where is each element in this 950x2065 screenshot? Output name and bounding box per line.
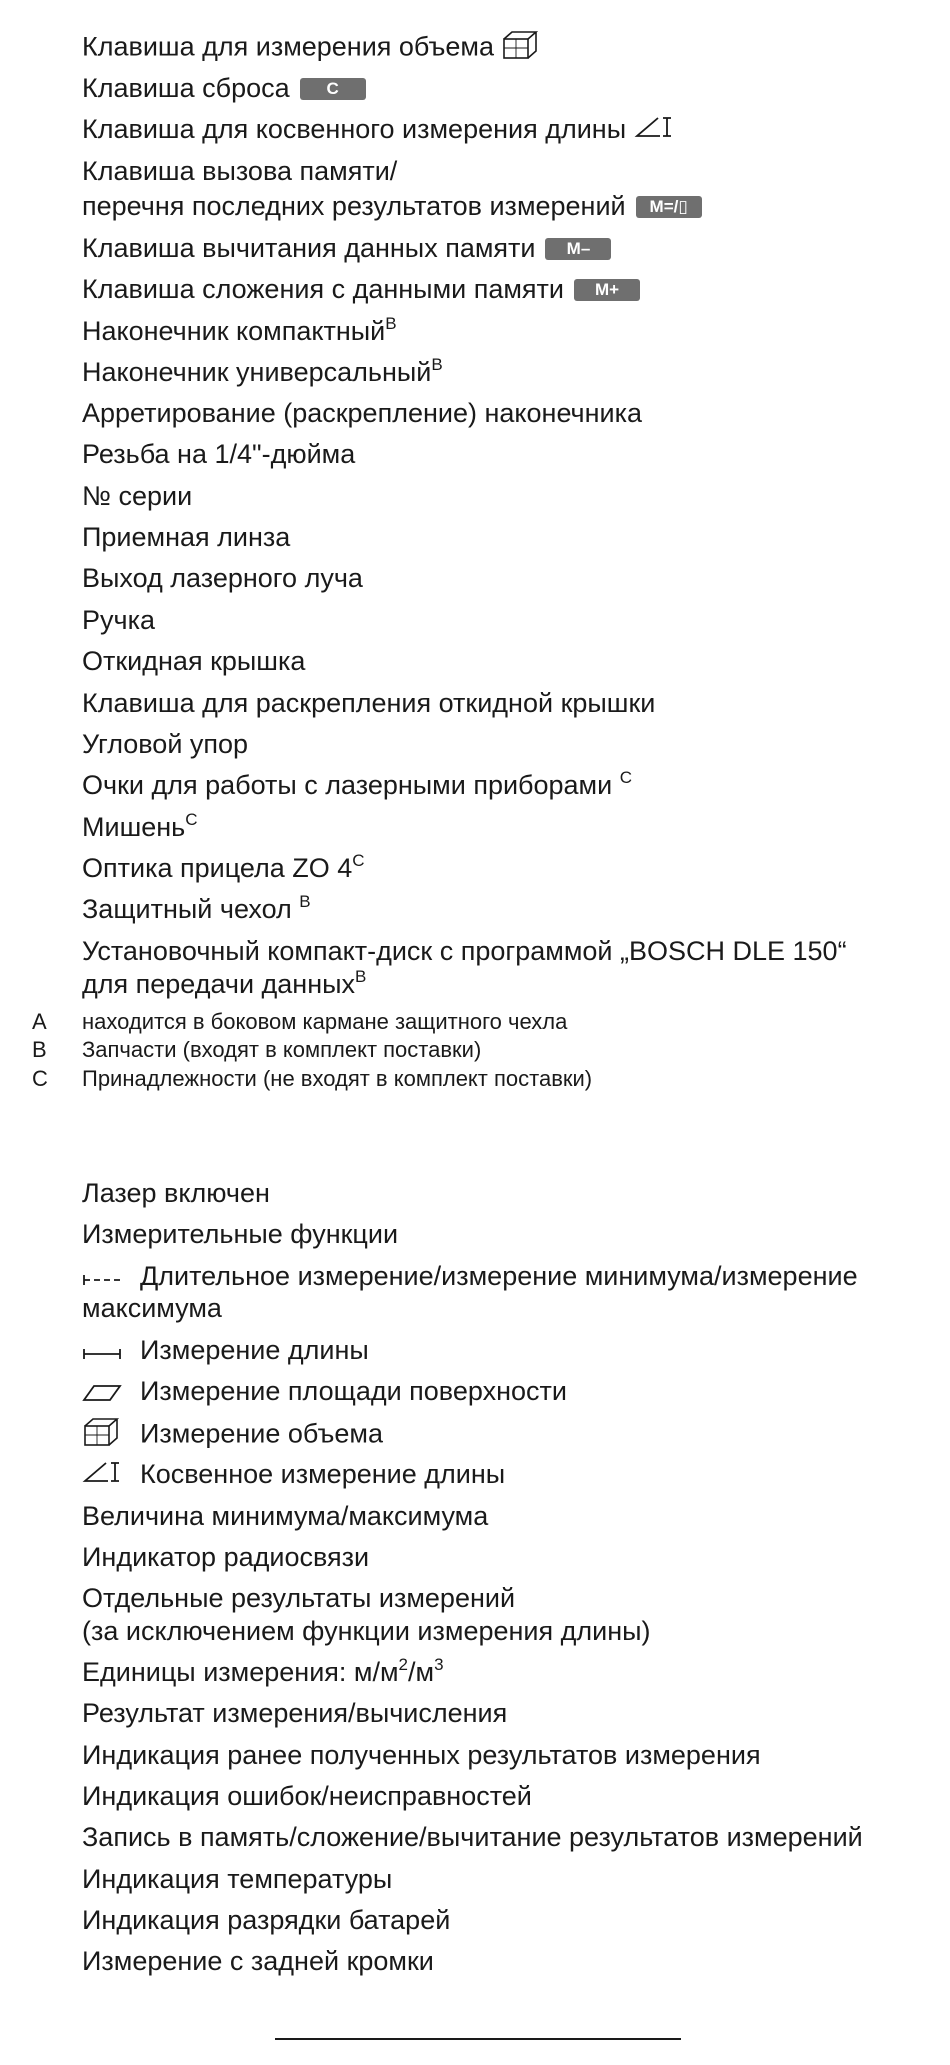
footnote-text: находится в боковом кармане защитного чехла xyxy=(82,1009,568,1034)
display-item: максимума xyxy=(82,1293,222,1323)
memory-recall-key-icon: M=/▯ xyxy=(636,196,702,218)
list-item: Наконечник компактный$^B$ xyxy=(82,314,397,346)
volume-icon xyxy=(82,1417,140,1454)
display-item: Отдельные результаты измерений xyxy=(82,1583,516,1613)
list-item: перечня последних результатов измерений M=/▯ xyxy=(82,190,702,222)
display-item: Индикатор радиосвязи xyxy=(82,1542,370,1572)
list-item: Установочный компакт-диск с программой „BOSCH DLE 150“ xyxy=(82,936,847,966)
display-item: Лазер включен xyxy=(82,1178,270,1208)
footnote-letter: B xyxy=(32,1037,47,1062)
display-item: Величина минимума/максимума xyxy=(82,1501,489,1531)
list-item: Мишень$^C$ xyxy=(82,810,198,842)
list-item: Клавиша сложения с данными памяти M+ xyxy=(82,273,640,305)
list-item: Клавиша для косвенного измерения длины xyxy=(82,113,672,147)
bottom-divider xyxy=(275,2038,681,2040)
area-icon xyxy=(82,1377,140,1409)
display-item: Индикация разрядки батарей xyxy=(82,1905,451,1935)
list-item: Оптика прицела ZO $4^C$ xyxy=(82,851,365,883)
display-item: Измерение объема xyxy=(82,1417,383,1454)
memory-plus-key-icon: M+ xyxy=(574,279,640,301)
continuous-measure-icon xyxy=(82,1262,140,1294)
footnote-letter: A xyxy=(32,1009,47,1034)
display-item: Запись в память/сложение/вычитание результатов измерений xyxy=(82,1822,863,1852)
list-item: № серии xyxy=(82,481,193,511)
memory-minus-key-icon: M– xyxy=(545,238,611,260)
display-item: Измерение с задней кромки xyxy=(82,1946,434,1976)
display-item: Индикация температуры xyxy=(82,1864,393,1894)
footnote-letter: C xyxy=(32,1066,48,1091)
list-item: Очки для работы с лазерными приборами $^C$ xyxy=(82,768,633,800)
list-item: Резьба на 1/4"-дюйма xyxy=(82,439,356,469)
display-item: Измерительные функции xyxy=(82,1219,399,1249)
display-item: (за исключением функции измерения длины) xyxy=(82,1616,651,1646)
list-item: для передачи данных$^B$ xyxy=(82,967,367,999)
list-item: Наконечник универсальный$^B$ xyxy=(82,355,443,387)
list-item: Клавиша для измерения объема xyxy=(82,30,538,67)
list-item: Приемная линза xyxy=(82,522,291,552)
list-item: Выход лазерного луча xyxy=(82,563,363,593)
list-item: Угловой упор xyxy=(82,729,249,759)
display-item: Результат измерения/вычисления xyxy=(82,1698,508,1728)
volume-icon xyxy=(502,30,538,67)
display-item: Единицы измерения: $м/м^2/м^3$ xyxy=(82,1655,444,1687)
indirect-length-icon xyxy=(634,114,672,147)
display-item: Измерение площади поверхности xyxy=(82,1375,567,1409)
list-item: Ручка xyxy=(82,605,155,635)
indirect-length-icon xyxy=(82,1459,140,1492)
list-item: Арретирование (раскрепление) наконечника xyxy=(82,398,643,428)
list-item: Откидная крышка xyxy=(82,646,306,676)
display-item: Индикация ранее полученных результатов измерения xyxy=(82,1740,761,1770)
list-item: Клавиша для раскрепления откидной крышки xyxy=(82,688,656,718)
list-item: Клавиша вычитания данных памяти M– xyxy=(82,232,611,264)
list-item: Клавиша вызова памяти/ xyxy=(82,156,398,186)
display-item: Косвенное измерение длины xyxy=(82,1458,505,1492)
length-icon xyxy=(82,1336,140,1368)
display-item: Индикация ошибок/неисправностей xyxy=(82,1781,532,1811)
list-item: Клавиша сброса C xyxy=(82,72,366,104)
reset-key-icon: C xyxy=(300,78,366,100)
display-item: Длительное измерение/измерение минимума/измерение xyxy=(82,1260,858,1294)
footnote-text: Принадлежности (не входят в комплект поставки) xyxy=(82,1066,593,1091)
footnote-text: Запчасти (входят в комплект поставки) xyxy=(82,1037,482,1062)
display-item: Измерение длины xyxy=(82,1334,369,1368)
list-item: Защитный чехол $^B$ xyxy=(82,892,311,924)
